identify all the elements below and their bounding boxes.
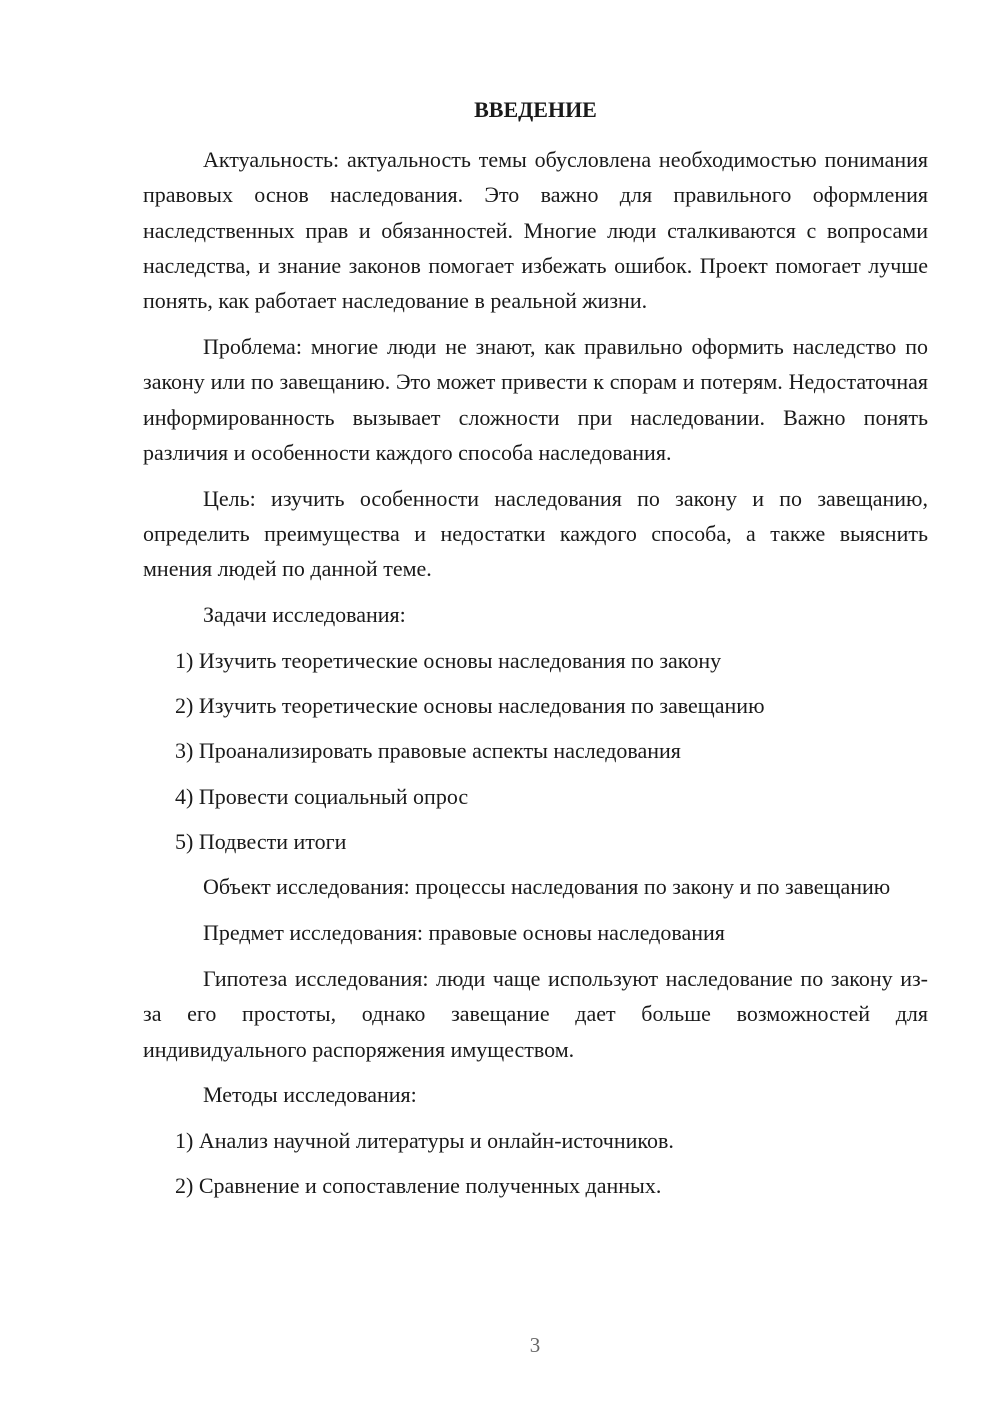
subject-paragraph: Предмет исследования: правовые основы наследования [203,920,725,946]
list-item: 1) Изучить теоретические основы наследования по закону [175,647,722,673]
list-item: 1) Анализ научной литературы и онлайн-источников. [175,1128,674,1154]
tasks-label: Задачи исследования: [203,602,406,628]
hypothesis-paragraph: Гипотеза исследования: люди чаще используют наследование по закону из-за его простоты, однако завещание дает больше возможностей для индивидуального распоряжения имуществом. [143,965,928,1062]
section-heading: ВВЕДЕНИЕ [474,97,597,122]
goal-paragraph: Цель: изучить особенности наследования по закону и по завещанию, определить преимущества и недостатки каждого способа, а также выяснить мнения людей по данной теме. [143,485,928,582]
page-number: 3 [529,1333,541,1357]
list-item: 5) Подвести итоги [175,829,347,855]
list-item: 2) Изучить теоретические основы наследования по завещанию [175,693,765,719]
methods-list [143,1123,928,1204]
object-paragraph: Объект исследования: процессы наследования по закону и по завещанию [203,874,891,900]
list-item: 4) Провести социальный опрос [175,783,469,809]
document-page [143,92,928,1214]
tasks-list [143,643,928,859]
list-item: 3) Проанализировать правовые аспекты наследования [175,738,681,764]
methods-label: Методы исследования: [203,1082,417,1108]
list-item: 2) Сравнение и сопоставление полученных данных. [175,1173,662,1199]
relevance-paragraph: Актуальность: актуальность темы обусловлена необходимостью понимания правовых основ наследования. Это важно для правильного оформления наследственных прав и обязанностей. Многие люди сталкиваются с вопросами наследства, и знание законов помогает избежать ошибок. Проект помогает лучше понять, как работает наследование в реальной жизни. [143,147,928,314]
problem-paragraph: Проблема: многие люди не знают, как правильно оформить наследство по закону или по завещанию. Это может привести к спорам и потерям. Недостаточная информированность вызывает сложности при наследовании. Важно понять различия и особенности каждого способа наследования. [143,333,928,465]
